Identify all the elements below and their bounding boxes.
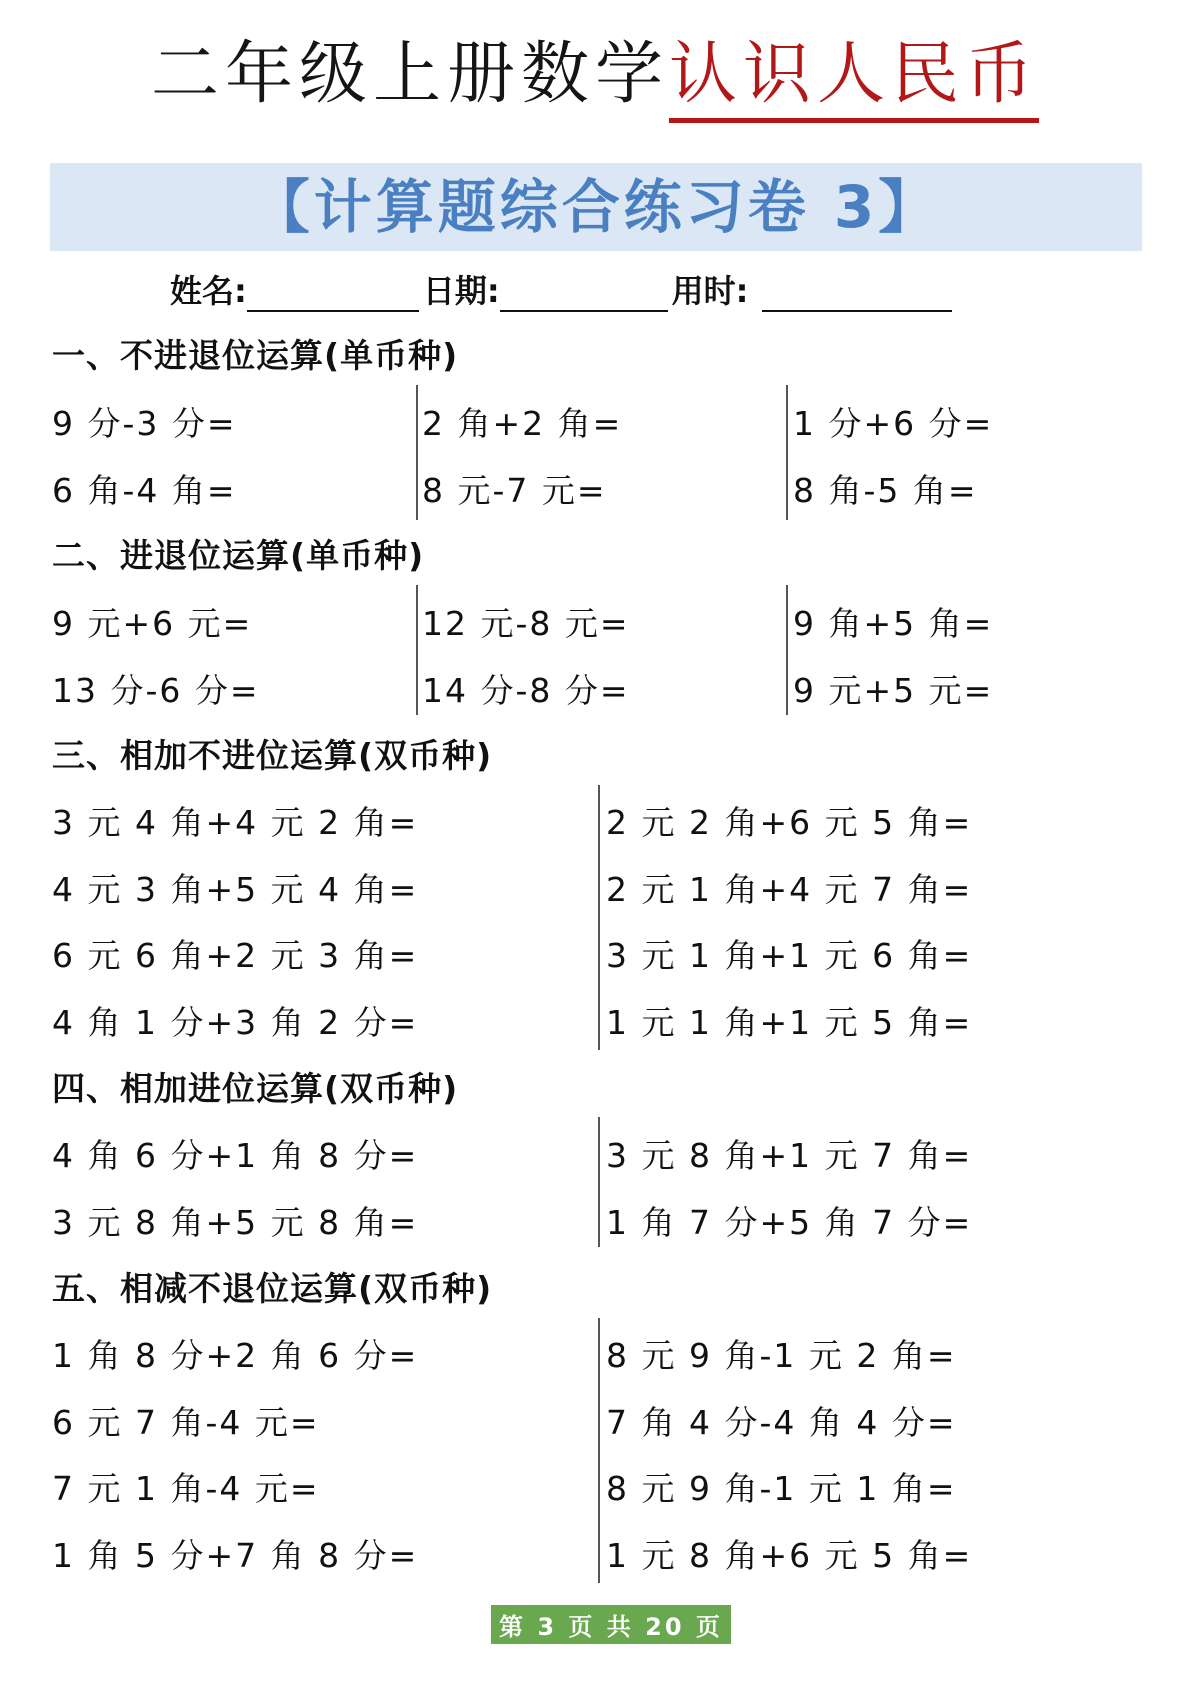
problem-item: 6 元 7 角-4 元= [52,1403,320,1442]
date-label: 日期: [422,272,500,310]
section-heading-2: 二、进退位运算(单币种) [52,536,425,575]
name-label: 姓名: [170,272,247,310]
problem-item: 14 分-8 分= [422,671,630,710]
section-heading-1: 一、不进退位运算(单币种) [52,336,459,375]
problem-item: 3 元 8 角+5 元 8 角= [52,1203,419,1242]
section-heading-3: 三、相加不进位运算(双币种) [52,736,493,775]
time-field[interactable] [762,270,952,312]
problem-item: 1 元 1 角+1 元 5 角= [606,1003,973,1042]
problem-item: 8 元 9 角-1 元 2 角= [606,1336,957,1375]
problem-item: 1 角 7 分+5 角 7 分= [606,1203,973,1242]
column-divider [598,1117,600,1247]
name-field[interactable] [247,270,419,312]
problem-item: 7 角 4 分-4 角 4 分= [606,1403,957,1442]
problem-item: 2 元 1 角+4 元 7 角= [606,870,973,909]
column-divider [598,1318,600,1583]
section-heading-5: 五、相减不退位运算(双币种) [52,1269,493,1308]
problem-item: 4 角 1 分+3 角 2 分= [52,1003,419,1042]
problem-item: 9 角+5 角= [793,604,994,643]
problem-item: 4 元 3 角+5 元 4 角= [52,870,419,909]
section-heading-4: 四、相加进位运算(双币种) [52,1069,459,1108]
problem-item: 9 元+6 元= [52,604,253,643]
problem-item: 1 角 8 分+2 角 6 分= [52,1336,419,1375]
column-divider [598,785,600,1050]
problem-item: 4 角 6 分+1 角 8 分= [52,1136,419,1175]
page-title [0,35,1190,114]
problem-item: 6 元 6 角+2 元 3 角= [52,936,419,975]
title-accent: 认识人民币 [669,35,1039,123]
time-label: 用时: [671,272,749,310]
column-divider [786,385,788,520]
worksheet-banner: 【计算题综合练习卷 3】 [50,163,1142,251]
info-row [170,262,956,312]
column-divider [416,385,418,520]
problem-item: 12 元-8 元= [422,604,630,643]
problem-item: 1 元 8 角+6 元 5 角= [606,1536,973,1575]
problem-item: 7 元 1 角-4 元= [52,1469,320,1508]
problem-item: 8 元-7 元= [422,471,607,510]
problem-item: 8 角-5 角= [793,471,978,510]
column-divider [416,585,418,715]
problem-item: 6 角-4 角= [52,471,237,510]
problem-item: 2 角+2 角= [422,404,623,443]
problem-item: 3 元 4 角+4 元 2 角= [52,803,419,842]
problem-item: 2 元 2 角+6 元 5 角= [606,803,973,842]
problem-item: 13 分-6 分= [52,671,260,710]
page-number-badge: 第 3 页 共 20 页 [491,1605,731,1644]
problem-item: 3 元 1 角+1 元 6 角= [606,936,973,975]
problem-item: 9 元+5 元= [793,671,994,710]
problem-item: 9 分-3 分= [52,404,237,443]
problem-item: 3 元 8 角+1 元 7 角= [606,1136,973,1175]
title-main: 二年级上册数学 [150,35,669,114]
problem-item: 1 分+6 分= [793,404,994,443]
column-divider [786,585,788,715]
date-field[interactable] [500,270,668,312]
problem-item: 8 元 9 角-1 元 1 角= [606,1469,957,1508]
problem-item: 1 角 5 分+7 角 8 分= [52,1536,419,1575]
